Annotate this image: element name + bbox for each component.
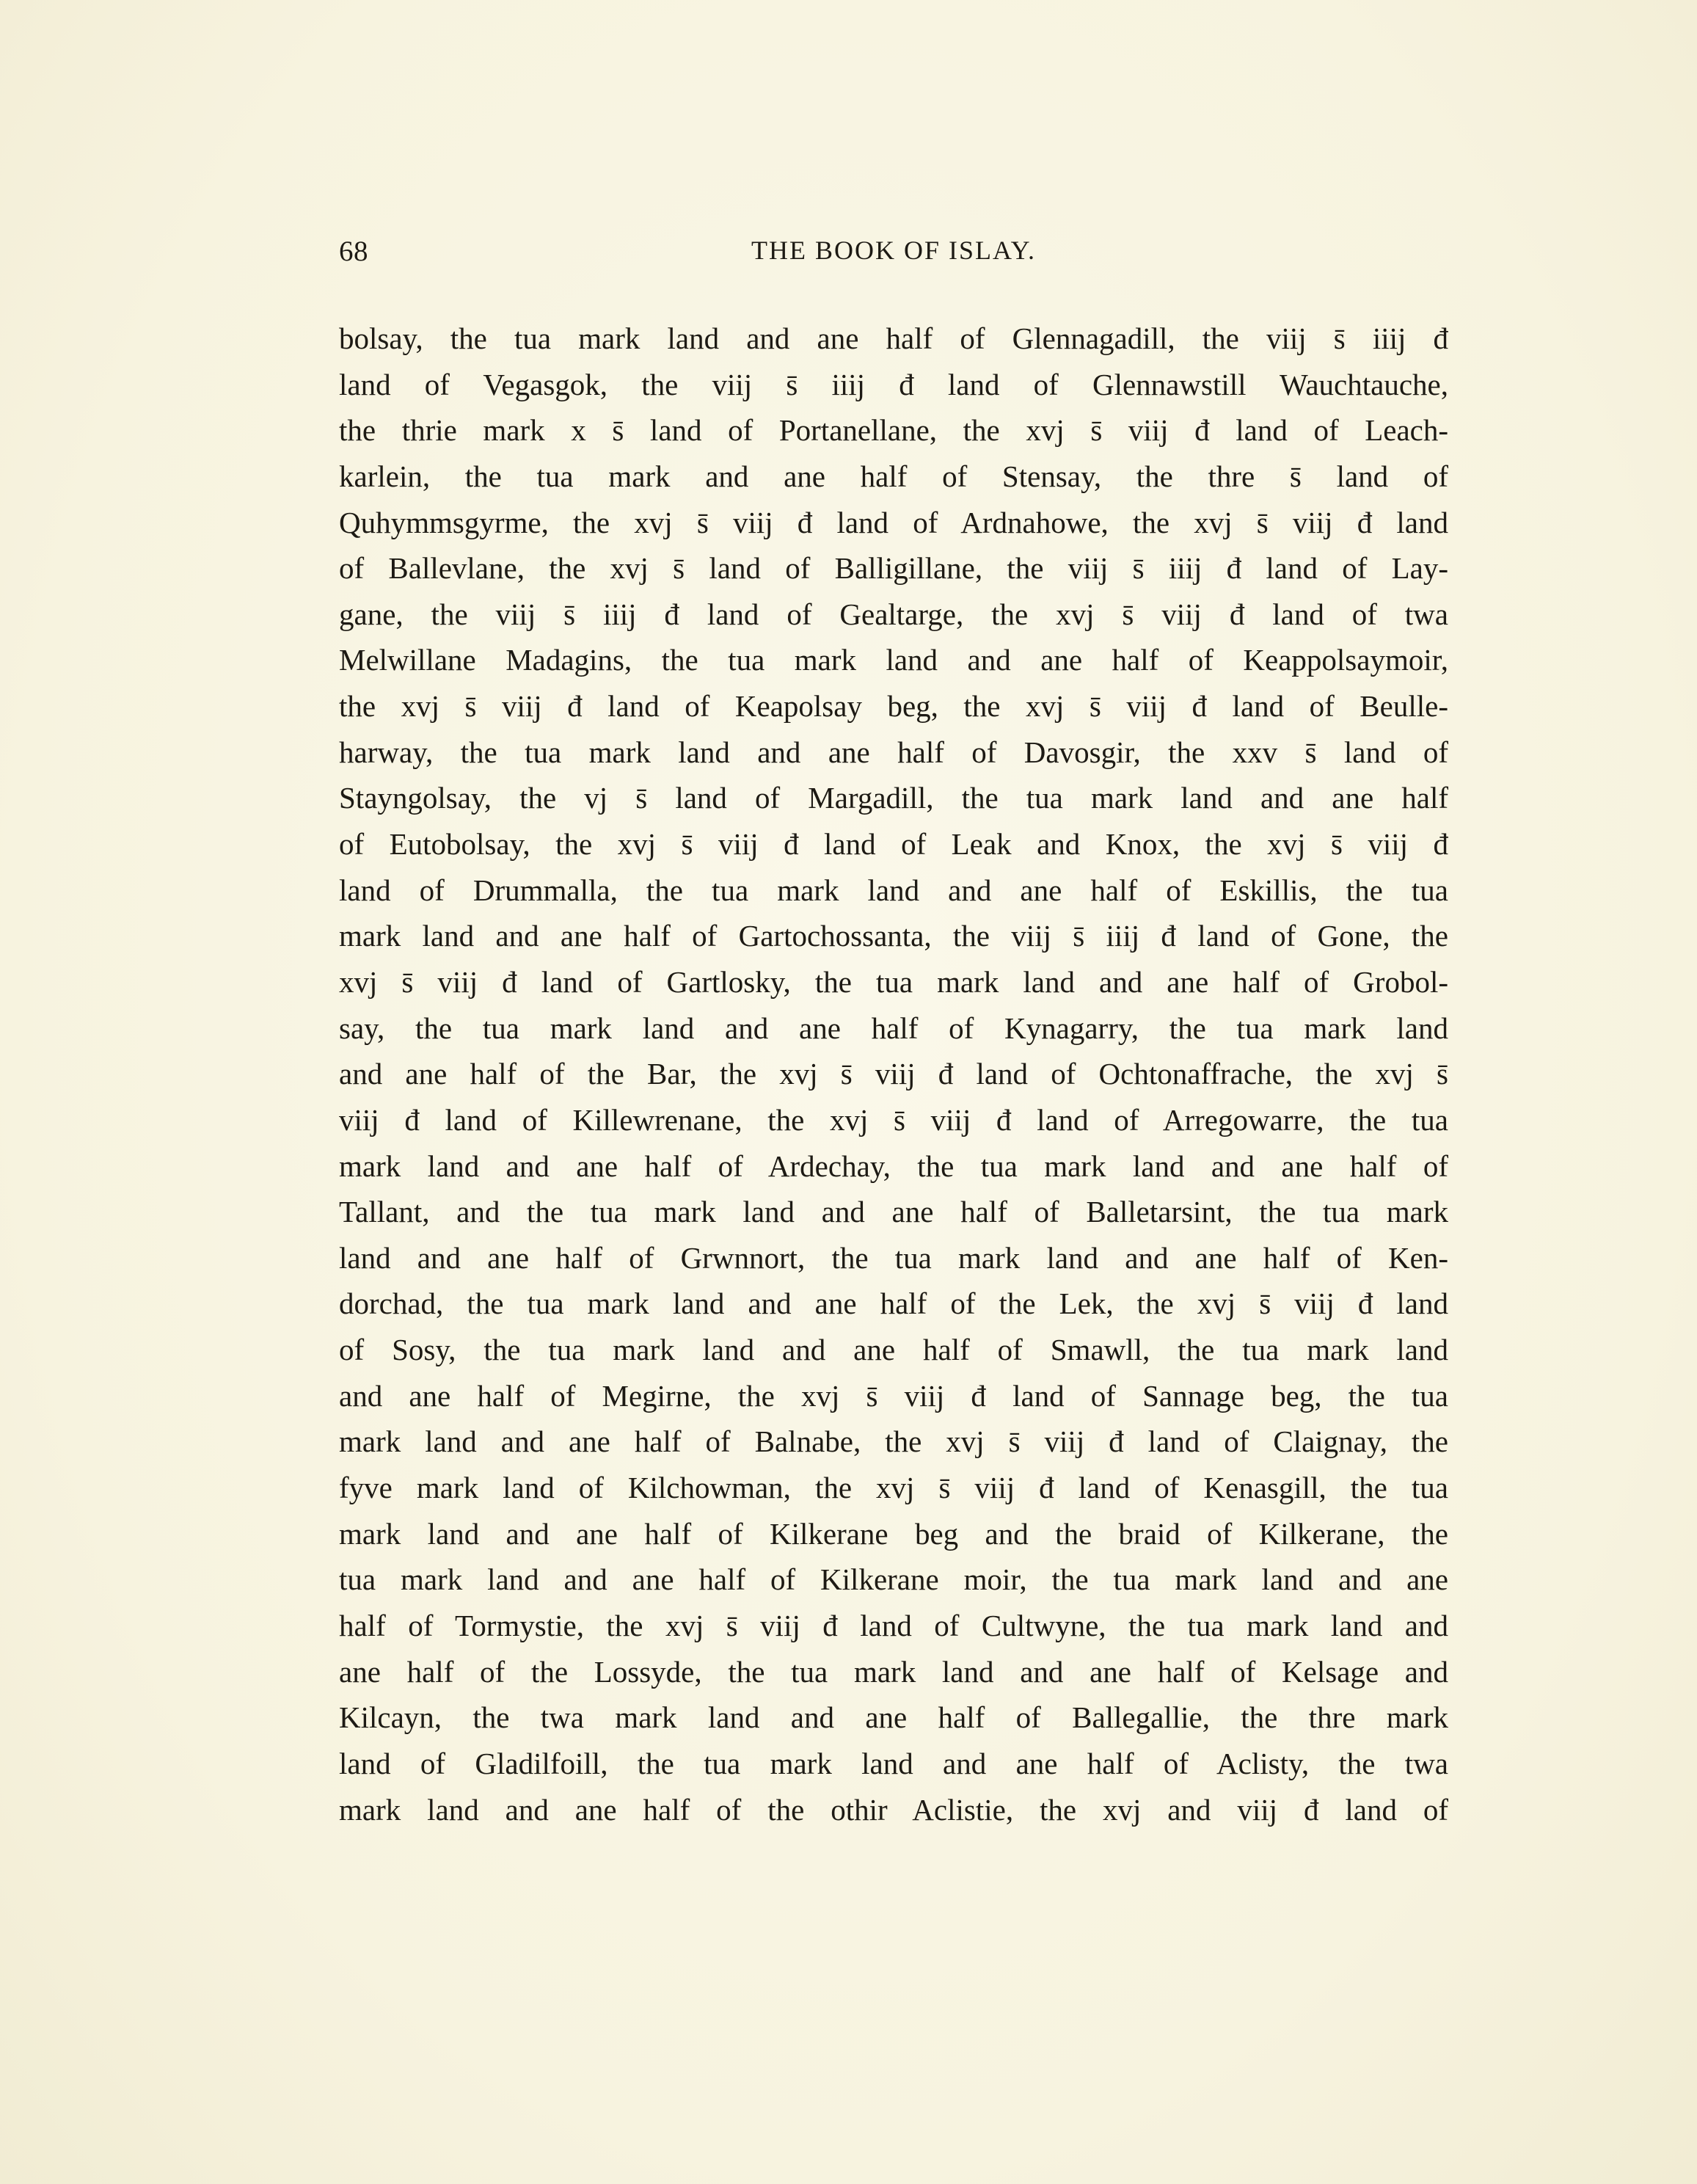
text-line: mark land and ane half of Kilkerane beg and the braid of Kilkerane, the [339,1516,1448,1551]
running-title: THE BOOK OF ISLAY. [751,236,1037,265]
page-number: 68 [339,236,368,267]
text-line: of Sosy, the tua mark land and ane half of Smawll, the tua mark land [339,1333,1448,1367]
text-line: Quhymmsgyrme, the xvj s̄ viij đ land of Ardnahowe, the xvj s̄ viij đ land [339,505,1448,539]
text-line: viij đ land of Killewrenane, the xvj s̄ viij đ land of Arregowarre, the tua [339,1102,1448,1137]
text-line: and ane half of Megirne, the xvj s̄ viij đ land of Sannage beg, the tua [339,1378,1448,1413]
text-line: mark land and ane half of Ardechay, the tua mark land and ane half of [339,1149,1448,1183]
text-line: Melwillane Madagins, the tua mark land and ane half of Keappolsaymoir, [339,643,1448,677]
text-line: say, the tua mark land and ane half of Kynagarry, the tua mark land [339,1011,1448,1045]
text-line: karlein, the tua mark and ane half of Stensay, the thre s̄ land of [339,459,1448,493]
text-line: the xvj s̄ viij đ land of Keapolsay beg, the xvj s̄ viij đ land of Beulle- [339,689,1448,724]
text-line: land of Vegasgok, the viij s̄ iiij đ land of Glennawstill Wauchtauche, [339,367,1448,401]
text-line: harway, the tua mark land and ane half of Davosgir, the xxv s̄ land of [339,735,1448,769]
text-line: mark land and ane half of Balnabe, the xvj s̄ viij đ land of Claignay, the [339,1424,1448,1459]
text-line: ane half of the Lossyde, the tua mark land and ane half of Kelsage and [339,1654,1448,1689]
text-line: bolsay, the tua mark land and ane half of Glennagadill, the viij s̄ iiij đ [339,321,1448,355]
text-line: land of Drummalla, the tua mark land and ane half of Eskillis, the tua [339,873,1448,907]
running-header [339,235,1448,279]
text-line: Kilcayn, the twa mark land and ane half of Ballegallie, the thre mark [339,1700,1448,1735]
text-line: of Eutobolsay, the xvj s̄ viij đ land of Leak and Knox, the xvj s̄ viij đ [339,827,1448,862]
text-line: xvj s̄ viij đ land of Gartlosky, the tua mark land and ane half of Grobol- [339,964,1448,999]
text-line: half of Tormystie, the xvj s̄ viij đ land of Cultwyne, the tua mark land and [339,1608,1448,1642]
text-line: land of Gladilfoill, the tua mark land and ane half of Aclisty, the twa [339,1746,1448,1780]
text-line: the thrie mark x s̄ land of Portanellane, the xvj s̄ viij đ land of Leach- [339,413,1448,448]
text-line: gane, the viij s̄ iiij đ land of Gealtarge, the xvj s̄ viij đ land of twa [339,597,1448,631]
text-line: dorchad, the tua mark land and ane half of the Lek, the xvj s̄ viij đ land [339,1286,1448,1321]
text-line: land and ane half of Grwnnort, the tua mark land and ane half of Ken- [339,1240,1448,1275]
text-line: Stayngolsay, the vj s̄ land of Margadill, the tua mark land and ane half [339,781,1448,815]
text-line: Tallant, and the tua mark land and ane half of Balletarsint, the tua mark [339,1195,1448,1229]
body-text [339,316,1448,1832]
text-line: mark land and ane half of Gartochossanta, the viij s̄ iiij đ land of Gone, the [339,919,1448,953]
text-line: and ane half of the Bar, the xvj s̄ viij đ land of Ochtonaffrache, the xvj s̄ [339,1057,1448,1091]
text-line: tua mark land and ane half of Kilkerane moir, the tua mark land and ane [339,1562,1448,1597]
text-line: mark land and ane half of the othir Aclistie, the xvj and viij đ land of [339,1792,1448,1827]
text-line: fyve mark land of Kilchowman, the xvj s̄ viij đ land of Kenasgill, the tua [339,1471,1448,1505]
text-line: of Ballevlane, the xvj s̄ land of Balligillane, the viij s̄ iiij đ land of Lay- [339,551,1448,586]
